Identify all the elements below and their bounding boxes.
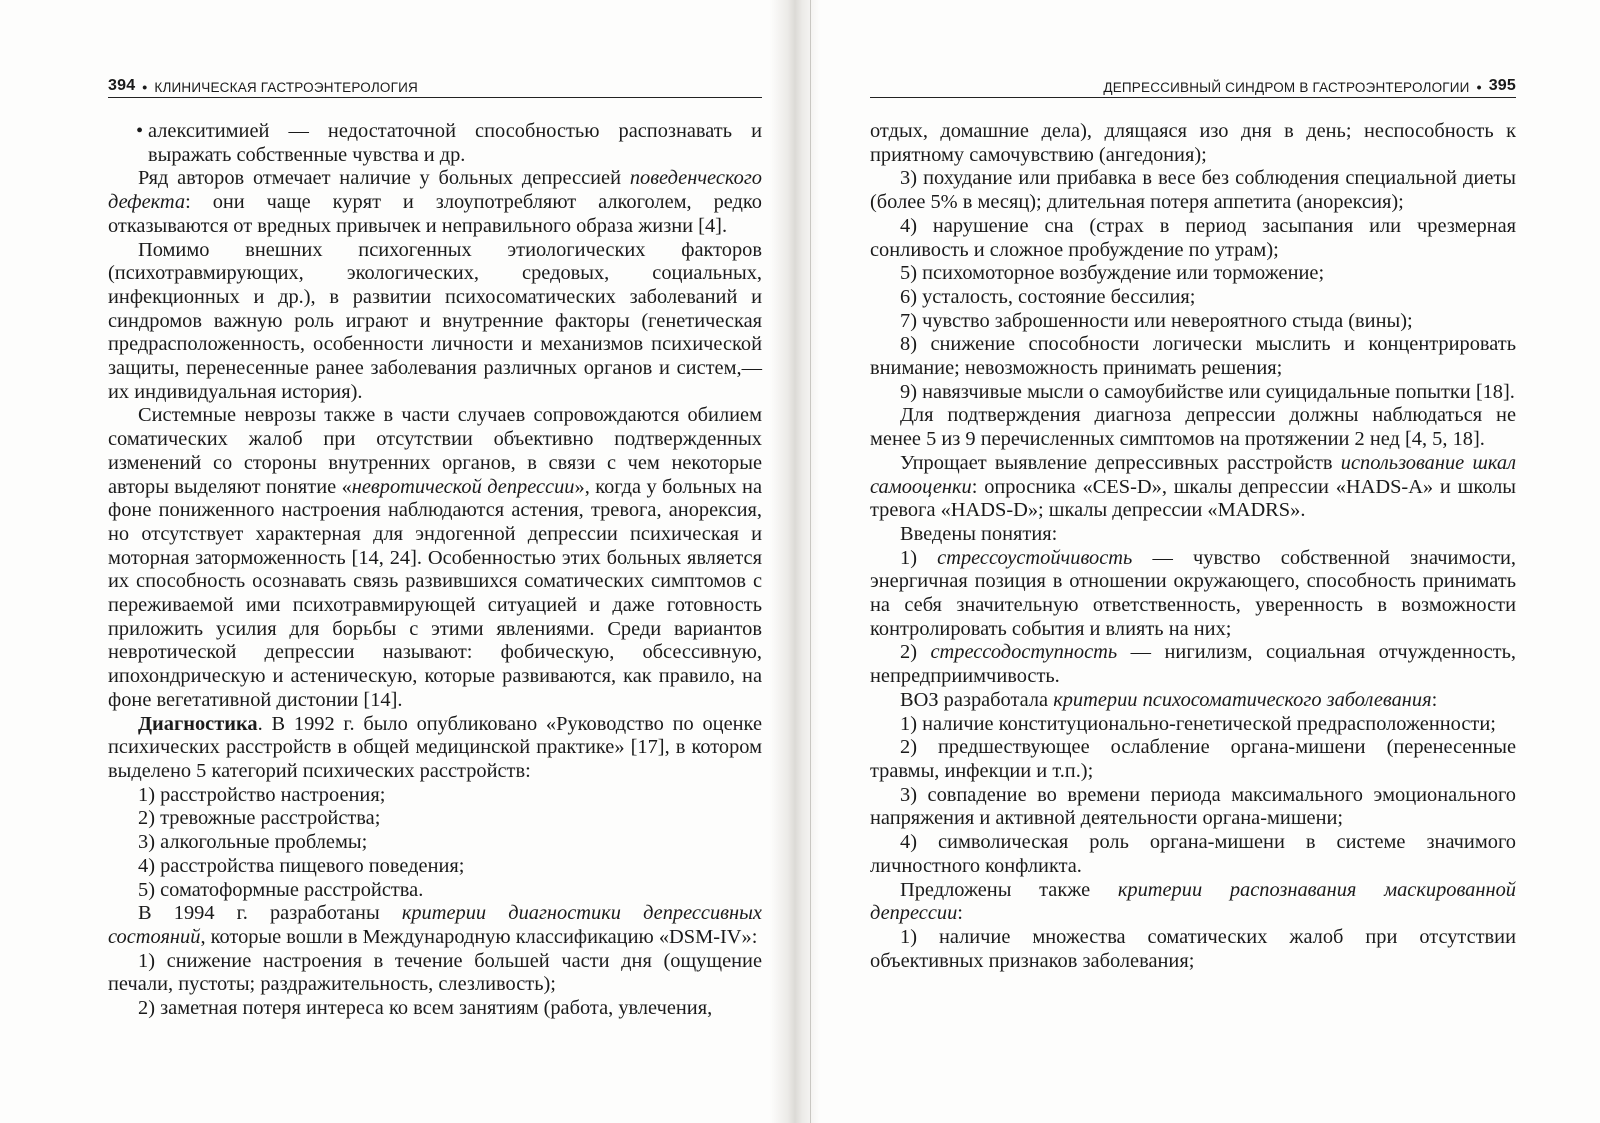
paragraph: Для подтверждения диагноза депрессии должны наблюдаться не менее 5 из 9 перечисленных симптомов на протяжении 2 нед [4, 5, 18]. [870, 404, 1516, 451]
right-running-header [870, 72, 1516, 98]
paragraph: ВОЗ разработала критерии психосоматического заболевания: [900, 688, 1438, 711]
header-separator: • [142, 79, 148, 95]
paragraph-diagnostics: Диагностика. В 1992 г. было опубликовано «Руководство по оценке психических расстройств в общей медицинской практике» [17], в котором выделено 5 категорий психических расстройств: [108, 712, 762, 782]
list-item: 4) символическая роль органа-мишени в системе значимого личностного конфликта. [870, 831, 1516, 877]
left-running-header [108, 72, 762, 98]
list-item: 5) психомоторное возбуждение или торможение; [900, 262, 1325, 285]
right-page [870, 0, 1516, 1123]
list-item: 2) предшествующее ослабление органа-мишени (перенесенные травмы, инфекции и т.п.); [870, 736, 1516, 782]
paragraph: Системные неврозы также в части случаев сопровождаются обилием соматических жалоб при отсутствии объективно подтвержденных изменений со стороны внутренних органов, в связи с чем некоторые авторы выделяют понятие «невротической депрессии», когда у больных на фоне пониженного настроения наблюдаются астения, тревога, анорексия, но отсутствует характерная для эндогенной депрессии психическая и моторная заторможенность [14, 24]. Особенностью этих больных является их способность осознавать связь развившихся соматических симптомов с переживаемой ими психотравмирующей ситуацией и даже готовность приложить усилия для борьбы с этими явлениями. Среди вариантов невротической депрессии называют: фобическую, обсессивную, ипохондрическую и астеническую, которые развиваются, как правило, на фоне вегетативной дистонии [14]. [108, 404, 762, 711]
list-item: 3) похудание или прибавка в весе без соблюдения специальной диеты (более 5% в месяц); длительная потеря аппетита (анорексия); [870, 167, 1516, 214]
list-item: 7) чувство заброшенности или невероятного стыда (вины); [900, 309, 1413, 332]
list-item: 2) заметная потеря интереса ко всем занятиям (работа, увлечения, [138, 997, 713, 1020]
list-item: 4) расстройства пищевого поведения; [138, 854, 465, 877]
list-item: 9) навязчивые мысли о самоубийстве или суицидальные попытки [18]. [900, 380, 1515, 403]
list-item: 1) наличие конституционально-генетической предрасположенности; [900, 712, 1496, 735]
left-body-text [108, 120, 762, 1021]
list-item: 1) наличие множества соматических жалоб при отсутствии объективных признаков заболевания; [870, 925, 1516, 972]
continued-paragraph: отдых, домашние дела), длящаяся изо дня в день; неспособность к приятному самочувствию (ангедония); [870, 120, 1516, 166]
right-body-text [870, 120, 1516, 973]
bullet-item: • алекситимией — недостаточной способностью распознавать и выражать собственные чувства и др. [108, 120, 762, 167]
list-item: 1) снижение настроения в течение большей части дня (ощущение печали, пустоты; раздражительность, слезливость); [108, 949, 762, 996]
list-item: 1) расстройство настроения; [138, 783, 386, 806]
list-item: 4) нарушение сна (страх в период засыпания или чрезмерная сонливость и сложное пробуждение по утрам); [870, 214, 1516, 261]
list-item: 5) соматоформные расстройства. [138, 878, 424, 901]
page-number: 394 [108, 77, 136, 94]
paragraph: 2) стрессодоступность — нигилизм, социальная отчужденность, непредприимчивость. [870, 641, 1516, 688]
paragraph: Предложены также критерии распознавания маскированной депрессии: [870, 878, 1516, 925]
list-item: 3) совпадение во времени периода максимального эмоционального напряжения и активной деятельности органа-мишени; [870, 783, 1516, 830]
running-title: ДЕПРЕССИВНЫЙ СИНДРОМ В ГАСТРОЭНТЕРОЛОГИИ [1103, 80, 1470, 95]
paragraph: Введены понятия: [900, 522, 1058, 545]
running-title: КЛИНИЧЕСКАЯ ГАСТРОЭНТЕРОЛОГИЯ [154, 80, 418, 95]
paragraph: Упрощает выявление депрессивных расстройств использование шкал самооценки: опросника «CES-D», шкалы депрессии «HADS-A» и школы тревога «HADS-D»; шкалы депрессии «MADRS». [870, 451, 1516, 522]
gutter-fold-line [810, 0, 811, 1123]
list-item: 6) усталость, состояние бессилия; [900, 285, 1196, 308]
list-item: 2) тревожные расстройства; [138, 807, 381, 830]
header-separator: • [1476, 79, 1482, 95]
list-item: 3) алкогольные проблемы; [138, 831, 368, 854]
paragraph: Помимо внешних психогенных этиологических факторов (психотравмирующих, экологических, средовых, социальных, инфекционных и др.), в развитии психосоматических заболеваний и синдромов важную роль играют и внутренние факторы (генетическая предрасположенность, особенности личности и механизмов психической защиты, перенесенные ранее заболевания различных органов и систем,— их индивидуальная история). [108, 238, 762, 403]
paragraph: 1) стрессоустойчивость — чувство собственной значимости, энергичная позиция в отношении окружающего, способность принимать на себя значительную ответственность, уверенность в возможности контролировать события и влиять на них; [870, 546, 1516, 640]
list-item: 8) снижение способности логически мыслить и концентрировать внимание; невозможность принимать решения; [870, 333, 1516, 380]
paragraph: В 1994 г. разработаны критерии диагностики депрессивных состояний, которые вошли в Международную классификацию «DSM-IV»: [108, 902, 762, 948]
book-gutter [770, 0, 820, 1123]
left-page [108, 0, 762, 1123]
paragraph: Ряд авторов отмечает наличие у больных депрессией поведенческого дефекта: они чаще курят и злоупотребляют алкоголем, редко отказываются от вредных привычек и неправильного образа жизни [4]. [108, 167, 762, 237]
page-number: 395 [1488, 77, 1516, 94]
